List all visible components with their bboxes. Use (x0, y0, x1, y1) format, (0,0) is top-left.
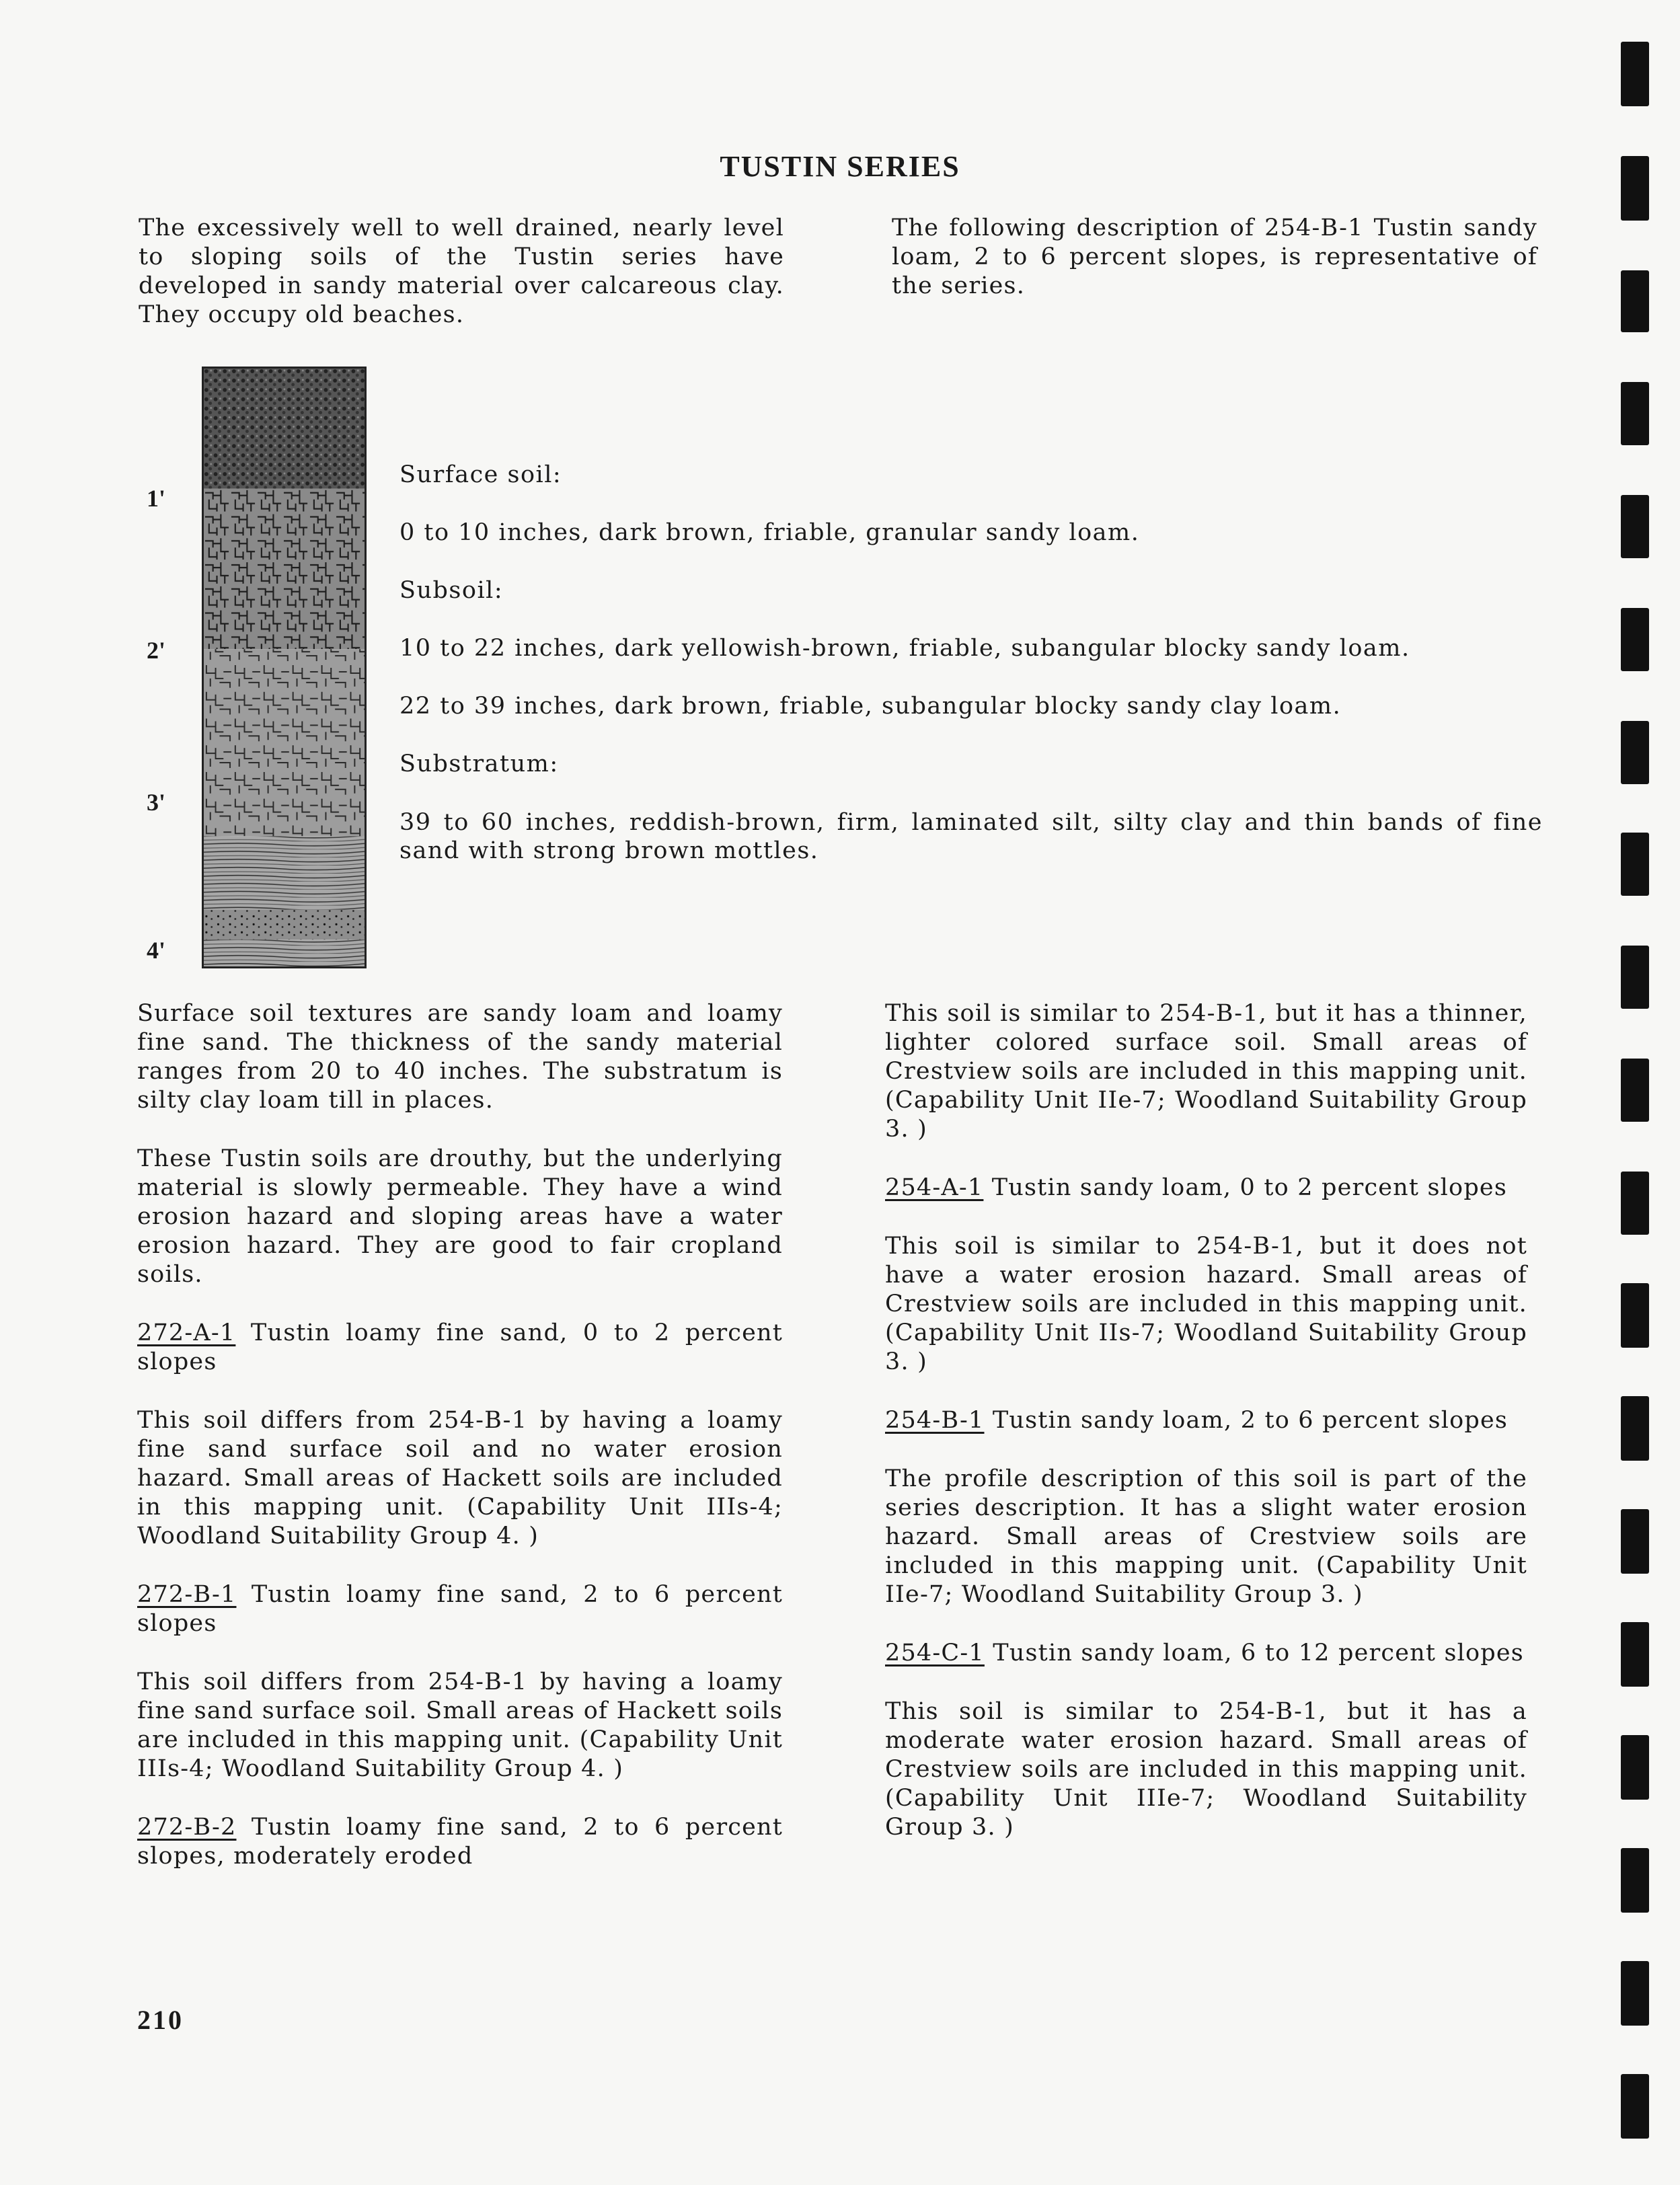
depth-label-1ft: 1' (147, 485, 166, 512)
binding-mark (1621, 1848, 1649, 1913)
mapping-unit-272-B-1-text: This soil differs from 254-B-1 by having a loamy fine sand surface soil. Small areas of Hackett soils are included in this mapping unit. (Capability Unit IIIs-4; Woodland Suitability Group 4. ) (137, 1669, 783, 1782)
binding-mark (1621, 608, 1649, 671)
intro-left-text: The excessively well to well drained, nearly level to sloping soils of the Tustin series have developed in sandy material over calcareous clay. They occupy old beaches. (139, 215, 784, 328)
binding-mark (1621, 946, 1649, 1009)
binding-mark (1621, 42, 1649, 106)
right-column (885, 999, 1527, 1842)
depth-label-4ft: 4' (147, 937, 166, 964)
unit-title: Tustin sandy loam, 0 to 2 percent slopes (991, 1174, 1508, 1201)
binding-mark (1621, 1396, 1649, 1461)
surface-soil-heading: Surface soil: (399, 461, 562, 488)
soil-profile-illustration (202, 367, 367, 968)
mapping-unit-254-A-1-text: This soil is similar to 254-B-1, but it does not have a water erosion hazard. Small areas of Crestview soils are included in this mapping unit. (Capability Unit IIs-7; Woodland Suitability Group 3. ) (885, 1233, 1527, 1375)
unit-title: Tustin loamy fine sand, 2 to 6 percent slopes (137, 1581, 784, 1637)
mapping-unit-254-A-1-heading (885, 1174, 1527, 1202)
binding-mark (1621, 1735, 1649, 1800)
mapping-unit-272-B-1-heading (137, 1580, 783, 1638)
unit-title: Tustin loamy fine sand, 0 to 2 percent slopes (137, 1319, 784, 1375)
binding-mark (1621, 721, 1649, 784)
unit-code: 254-C-1 (885, 1640, 985, 1666)
mapping-unit-272-B-2-heading (137, 1813, 783, 1871)
unit-code: 254-B-1 (885, 1407, 985, 1434)
mapping-unit-254-C-1-heading (885, 1639, 1527, 1668)
binding-mark (1621, 1509, 1649, 1574)
mapping-unit-272-A-1-text: This soil differs from 254-B-1 by having a loamy fine sand surface soil and no water erosion hazard. Small areas of Hackett soils are included in this mapping unit. (Capability Unit IIIs-4; Woodland Suitability Group 4. ) (137, 1407, 783, 1549)
binding-mark (1621, 1059, 1649, 1122)
mapping-unit-254-B-1-text: The profile description of this soil is part of the series description. It has a slight water erosion hazard. Small areas of Crestview soils are included in this mapping unit. (Capability Unit IIe-7; Woodland Suitability Group 3. ) (885, 1465, 1527, 1608)
subsoil-text-1: 10 to 22 inches, dark yellowish-brown, friable, subangular blocky sandy loam. (399, 635, 1410, 662)
binding-mark (1621, 270, 1649, 332)
unit-code: 254-A-1 (885, 1174, 984, 1201)
intro-right-text: The following description of 254-B-1 Tustin sandy loam, 2 to 6 percent slopes, is representative of the series. (892, 215, 1537, 299)
depth-label-2ft: 2' (147, 637, 166, 664)
subsoil-heading: Subsoil: (399, 577, 504, 604)
unit-title: Tustin sandy loam, 6 to 12 percent slopes (993, 1640, 1524, 1666)
unit-code: 272-B-2 (137, 1814, 237, 1841)
intro-right (892, 214, 1537, 301)
mapping-unit-254-C-1-text: This soil is similar to 254-B-1, but it has a moderate water erosion hazard. Small areas of Crestview soils are included in this mapping unit. (Capability Unit IIIe-7; Woodland Suitability Group 3. ) (885, 1698, 1527, 1841)
binding-mark (1621, 1172, 1649, 1235)
unit-title: Tustin loamy fine sand, 2 to 6 percent slopes, moderately eroded (137, 1814, 784, 1870)
intro-left (139, 214, 784, 330)
binding-mark (1621, 1961, 1649, 2026)
binding-mark (1621, 1622, 1649, 1687)
left-column (137, 999, 783, 1871)
depth-label-3ft: 3' (147, 789, 166, 816)
binding-mark (1621, 495, 1649, 558)
binding-mark (1621, 833, 1649, 896)
page-number: 210 (137, 2005, 184, 2035)
unit-code: 272-A-1 (137, 1319, 236, 1346)
unit-title: Tustin sandy loam, 2 to 6 percent slopes (992, 1407, 1509, 1434)
unit-code: 272-B-1 (137, 1581, 237, 1608)
page-title: TUSTIN SERIES (720, 150, 960, 183)
left-paragraph-1: Surface soil textures are sandy loam and loamy fine sand. The thickness of the sandy material ranges from 20 to 40 inches. The substratum is silty clay loam till in places. (137, 1000, 783, 1114)
binding-mark (1621, 156, 1649, 221)
substratum-heading: Substratum: (399, 751, 559, 777)
substratum-text: 39 to 60 inches, reddish-brown, firm, laminated silt, silty clay and thin bands of fine sand with strong brown mottles. (399, 809, 1543, 864)
surface-soil-text: 0 to 10 inches, dark brown, friable, granular sandy loam. (399, 519, 1140, 546)
right-paragraph-1: This soil is similar to 254-B-1, but it has a thinner, lighter colored surface soil. Small areas of Crestview soils are included in this mapping unit. (Capability Unit IIe-7; Woodland Suitability Group 3. ) (885, 1000, 1527, 1143)
binding-mark (1621, 2074, 1649, 2139)
mapping-unit-272-A-1-heading (137, 1319, 783, 1377)
subsoil-text-2: 22 to 39 inches, dark brown, friable, subangular blocky sandy clay loam. (399, 693, 1342, 720)
binding-mark (1621, 382, 1649, 445)
mapping-unit-254-B-1-heading (885, 1406, 1527, 1435)
binding-mark (1621, 1283, 1649, 1348)
left-paragraph-2: These Tustin soils are drouthy, but the underlying material is slowly permeable. They have a wind erosion hazard and sloping areas have a water erosion hazard. They are good to fair cropland soils. (137, 1145, 783, 1288)
